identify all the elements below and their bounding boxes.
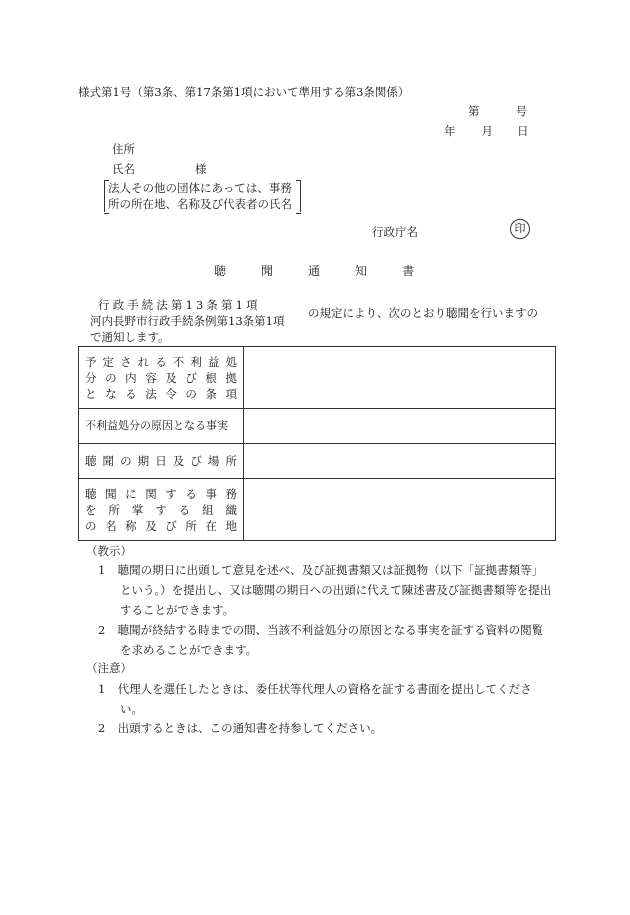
- date-year: 年: [444, 124, 456, 138]
- corp-note-line-2: 所の所在地、名称及び代表者の氏名: [108, 197, 292, 211]
- row-value[interactable]: [244, 479, 556, 541]
- preamble-end: で通知します。: [90, 330, 170, 344]
- preamble-text: の規定により、次のとおり聴聞を行いますの: [308, 306, 538, 320]
- row-label: 不利益処分の原因となる事実: [79, 409, 244, 444]
- row-value[interactable]: [244, 347, 556, 409]
- instruction-item-1-cont: という。）を提出し、又は聴聞の期日への出頭に代えて陳述書及び証拠書類等を提出: [120, 583, 552, 597]
- row-value[interactable]: [244, 444, 556, 479]
- title-char: 聴: [214, 264, 227, 278]
- title-char: 知: [355, 264, 368, 278]
- hearing-info-table: [78, 346, 556, 541]
- table-row: [79, 479, 556, 541]
- instruction-item-2: 2 聴聞が終結する時までの間、当該不利益処分の原因となる事実を証する資料の閲覧: [98, 623, 544, 637]
- instructions-heading: （教示）: [86, 544, 132, 558]
- date-day: 日: [517, 124, 529, 138]
- form-number-title: 様式第1号（第3条、第17条第1項において準用する第3条関係）: [78, 85, 410, 99]
- table-row: [79, 409, 556, 444]
- issue-date: [444, 123, 529, 139]
- note-item-2: 2 出頭するときは、この通知書を持参してください。: [98, 721, 383, 735]
- title-char: 通: [308, 264, 321, 278]
- document-title: [214, 262, 414, 279]
- number-suffix: 号: [515, 104, 527, 118]
- corp-note-line-1: 法人その他の団体にあっては、事務: [108, 181, 292, 195]
- instruction-item-1-cont: することができます。: [120, 603, 235, 617]
- note-item-1: 1 代理人を選任したときは、委任状等代理人の資格を証する書面を提出してくださ: [98, 682, 532, 696]
- address-label: 住所: [112, 142, 135, 156]
- honorific: 様: [195, 162, 207, 176]
- row-value[interactable]: [244, 409, 556, 444]
- agency-label: 行政庁名: [372, 225, 418, 239]
- law-reference-2: 河内長野市行政手続条例第13条第1項: [90, 314, 285, 328]
- instruction-item-1: 1 聴聞の期日に出頭して意見を述べ、及び証拠書類又は証拠物（以下「証拠書類等」: [98, 563, 544, 577]
- instruction-item-2-cont: を求めることができます。: [120, 643, 258, 657]
- row-label: 予定される不利益処 分の内容及び根拠 となる法令の条項: [79, 347, 244, 409]
- table-row: [79, 444, 556, 479]
- name-label: 氏名: [112, 162, 135, 176]
- document-number: [468, 103, 527, 119]
- seal-mark: 印: [510, 219, 530, 239]
- date-month: 月: [481, 124, 493, 138]
- table-row: [79, 347, 556, 409]
- corporation-note: [104, 180, 301, 212]
- row-label: 聴聞に関する事務 を所掌する組織 の名称及び所在地: [79, 479, 244, 541]
- note-item-1-cont: い。: [120, 702, 143, 716]
- number-prefix: 第: [468, 104, 480, 118]
- title-char: 聞: [261, 264, 274, 278]
- title-char: 書: [402, 264, 415, 278]
- row-label: 聴聞の期日及び場所: [79, 444, 244, 479]
- notes-heading: （注意）: [86, 661, 132, 675]
- law-reference-1: 行政手続法第13条第1項: [98, 298, 261, 312]
